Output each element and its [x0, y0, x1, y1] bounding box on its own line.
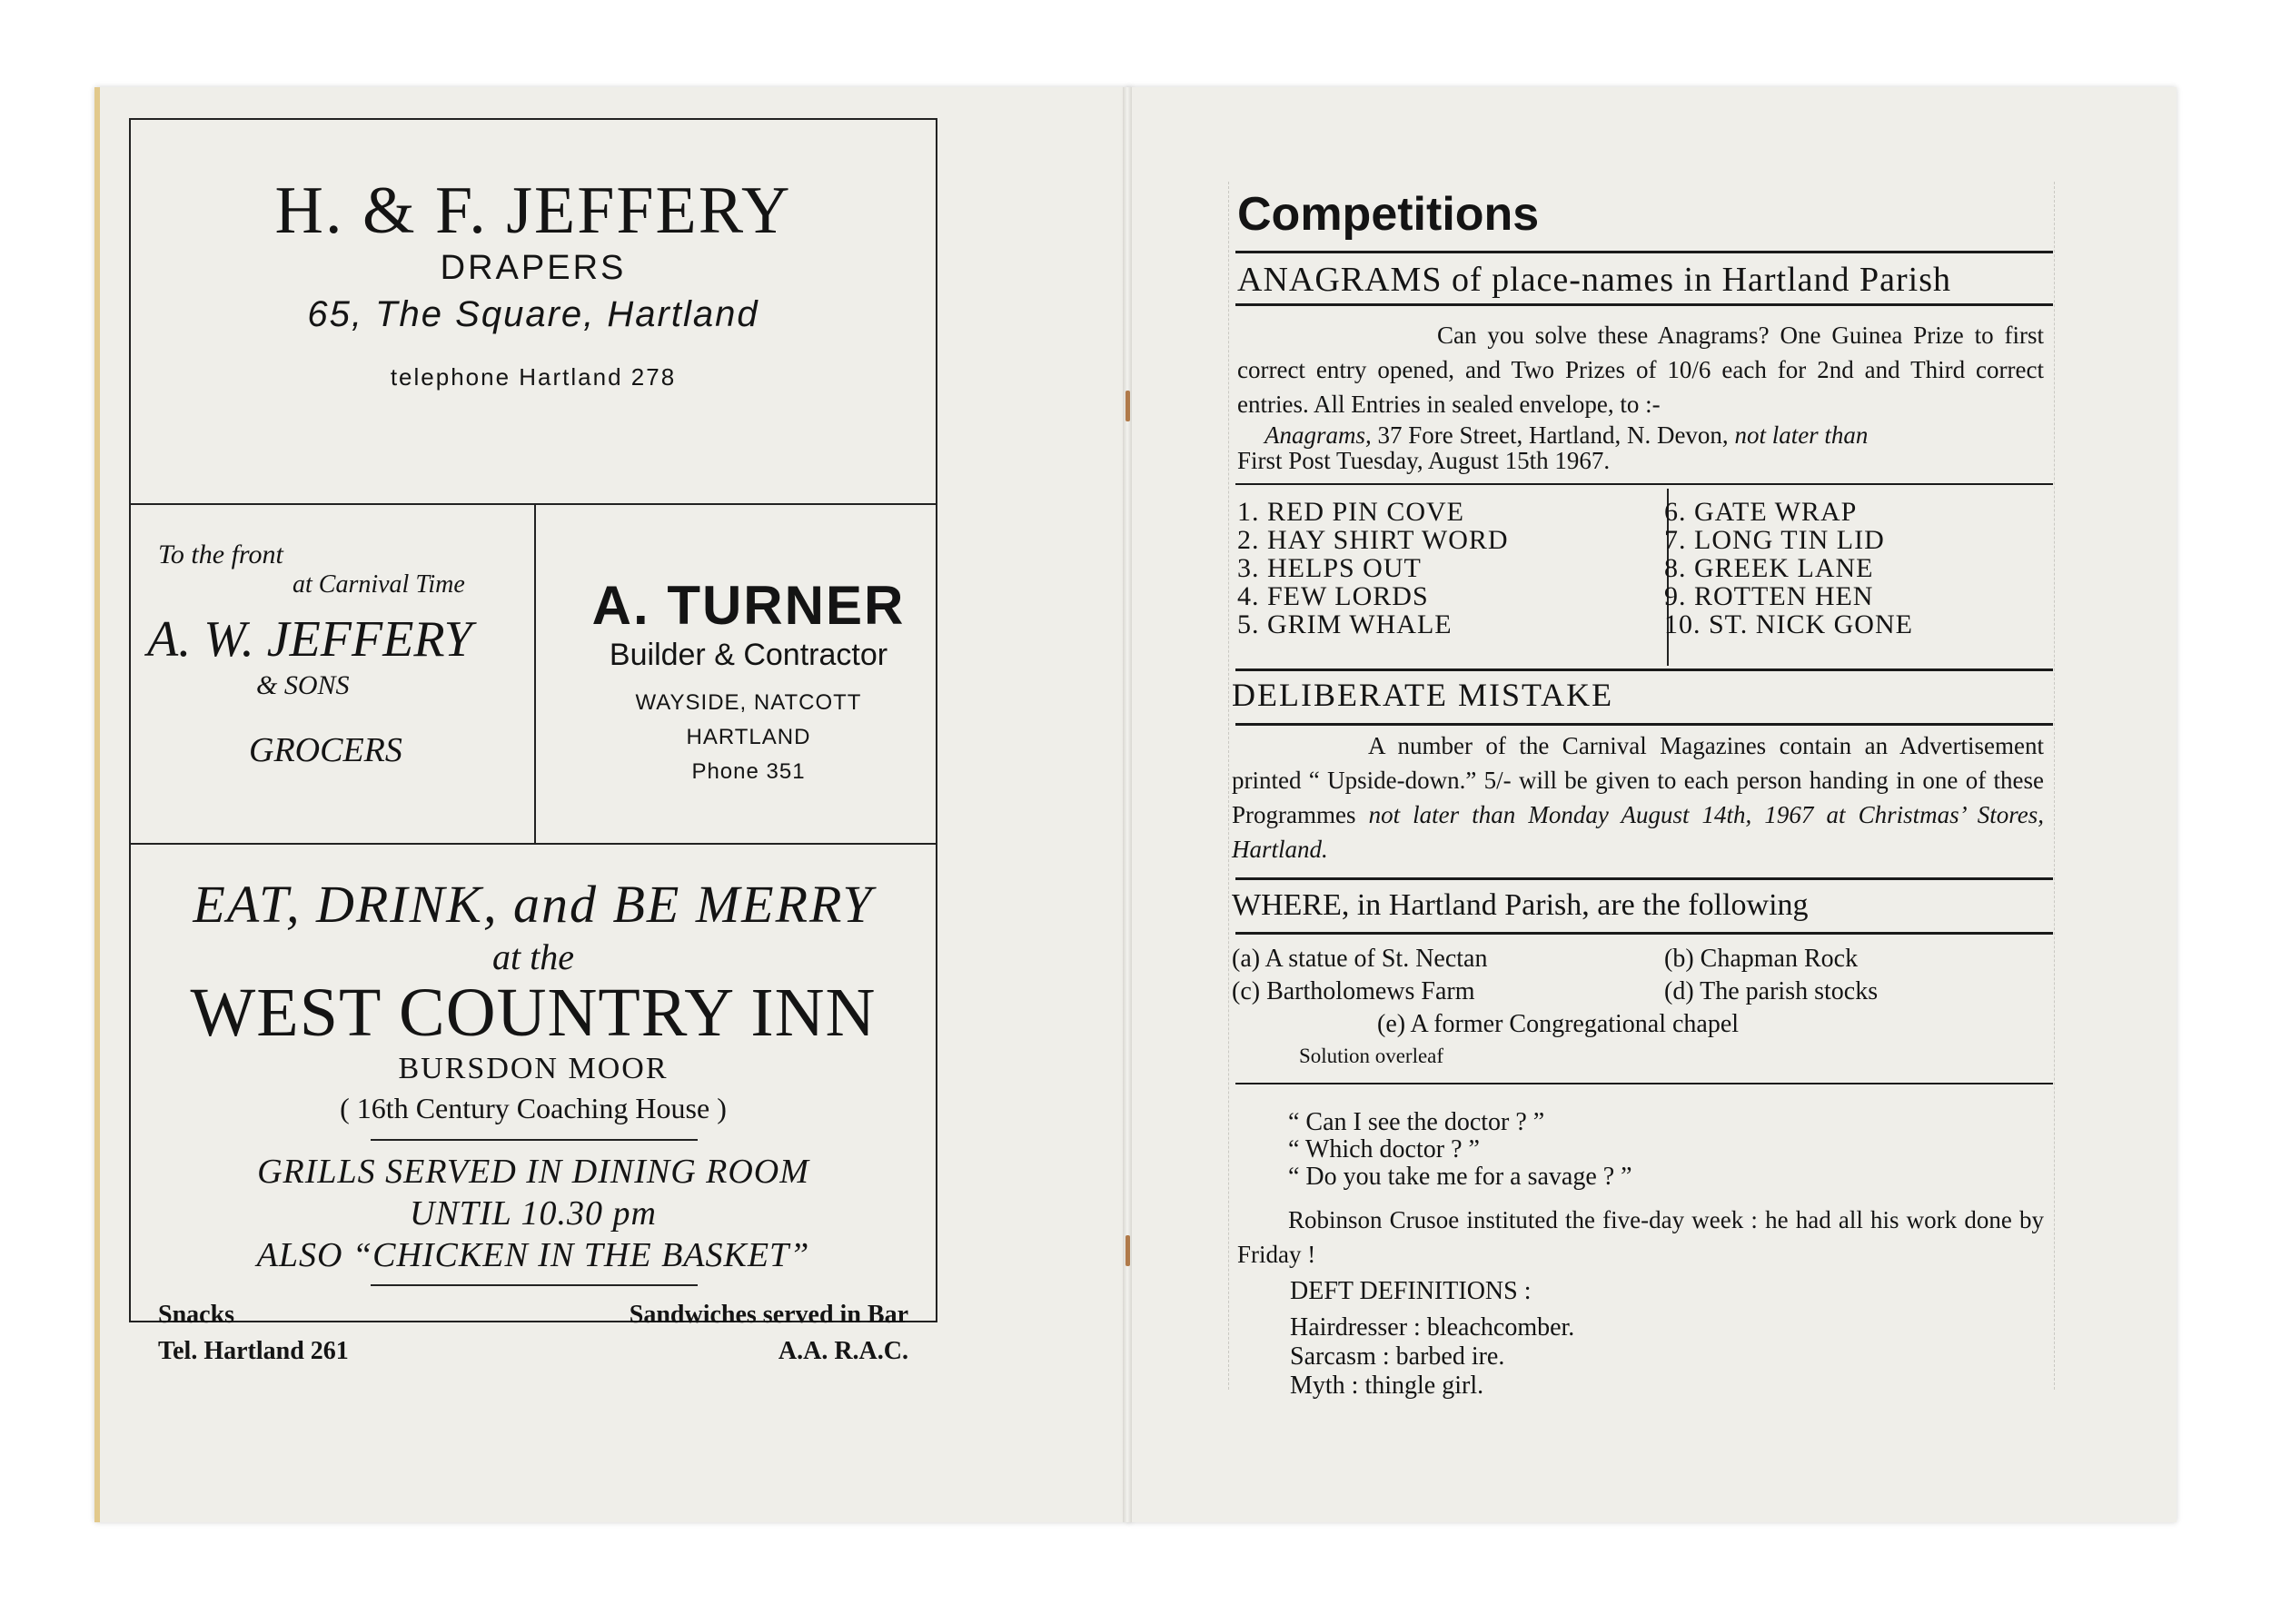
where-item-a: (a) A statue of St. Nectan [1232, 945, 1488, 973]
definition-1: Hairdresser : bleachcomber. [1290, 1313, 1575, 1342]
anagrams-intro: Can you solve these Anagrams? One Guinea Prize to first correct entry opened, and Two Prizes of 10/6 each for 2nd and Third correct entries. All Entries in sealed envelope, to :- [1237, 322, 2044, 418]
staple-top [1126, 391, 1130, 421]
inn-chicken: ALSO “CHICKEN IN THE BASKET” [256, 1236, 810, 1274]
booklet-spine [1123, 87, 1132, 1522]
anagrams-address-label: Anagrams, [1264, 421, 1372, 449]
anagram-item: 1. RED PIN COVE [1237, 497, 1465, 527]
turner-address-2: HARTLAND [686, 725, 811, 749]
inn-grills: GRILLS SERVED IN DINING ROOM [257, 1153, 809, 1191]
deft-definitions-heading: DEFT DEFINITIONS : [1290, 1277, 1532, 1305]
aw-jeffery-name: A. W. JEFFERY [147, 611, 472, 668]
anagram-list-right [1664, 498, 1913, 639]
inn-aa-rac: A.A. R.A.C. [778, 1337, 908, 1365]
turner-name: A. TURNER [591, 575, 906, 636]
inn-rule [371, 1139, 698, 1141]
anagrams-deadline-label: not later than [1734, 421, 1869, 449]
aw-jeffery-tagline-1: To the front [158, 540, 283, 569]
jeffery-drapers-address: 65, The Square, Hartland [307, 294, 759, 334]
section-rule [1235, 303, 2053, 306]
aw-jeffery-sons: & SONS [256, 670, 350, 700]
where-item-e: (e) A former Congregational chapel [1377, 1010, 1740, 1038]
aw-jeffery-tagline-2: at Carnival Time [293, 570, 465, 599]
ad-vertical-divider [534, 503, 536, 843]
section-rule [1235, 877, 2053, 880]
jeffery-drapers-trade: DRAPERS [440, 249, 627, 287]
anagram-item: 10. ST. NICK GONE [1664, 609, 1913, 639]
anagram-item: 7. LONG TIN LID [1664, 525, 1885, 555]
anagram-item: 8. GREEK LANE [1664, 553, 1874, 583]
anagram-list-left [1237, 498, 1509, 639]
where-heading: WHERE, in Hartland Parish, are the following [1232, 888, 1809, 922]
where-item-c: (c) Bartholomews Farm [1232, 977, 1475, 1005]
anagram-item: 3. HELPS OUT [1237, 553, 1422, 583]
inn-location: BURSDON MOOR [398, 1052, 669, 1085]
section-rule [1235, 932, 2053, 935]
anagram-item: 4. FEW LORDS [1237, 581, 1429, 611]
aw-jeffery-trade: GROCERS [249, 731, 402, 769]
crusoe-joke: Robinson Crusoe instituted the five-day week : he had all his work done by Friday ! [1237, 1206, 2044, 1268]
joke-line-1: “ Can I see the doctor ? ” [1288, 1108, 1545, 1136]
mistake-heading: DELIBERATE MISTAKE [1232, 677, 1614, 713]
mistake-text-deadline: not later than Monday August 14th, 1967 at Christmas’ Stores, Hartland. [1232, 801, 2044, 863]
inn-rule [371, 1284, 698, 1286]
anagrams-deadline: First Post Tuesday, August 15th 1967. [1237, 447, 1611, 474]
jeffery-drapers-phone: telephone Hartland 278 [390, 363, 677, 391]
section-rule [1235, 1083, 2053, 1084]
section-rule [1235, 251, 2053, 253]
turner-phone: Phone 351 [691, 759, 806, 784]
anagram-item: 2. HAY SHIRT WORD [1237, 525, 1509, 555]
section-rule [1235, 668, 2053, 671]
anagram-item: 9. ROTTEN HEN [1664, 581, 1874, 611]
advertisement-panel [129, 118, 937, 1365]
section-rule [1235, 483, 2053, 485]
joke-line-3: “ Do you take me for a savage ? ” [1288, 1163, 1632, 1191]
inn-at-the: at the [492, 936, 574, 977]
inn-hours: UNTIL 10.30 pm [410, 1194, 657, 1233]
mistake-text-main: A number of the Carnival Magazines contain an Advertisement printed “ Upside-down.” 5/- will be given to each person handing in one of these Programmes [1232, 732, 2044, 828]
inn-snacks: Snacks [158, 1301, 235, 1329]
ad-divider [131, 843, 936, 845]
inn-name: WEST COUNTRY INN [190, 975, 877, 1051]
definition-2: Sarcasm : barbed ire. [1290, 1342, 1505, 1371]
where-item-d: (d) The parish stocks [1664, 977, 1879, 1005]
turner-address-1: WAYSIDE, NATCOTT [635, 690, 862, 715]
staple-bottom [1126, 1235, 1130, 1266]
page-title: Competitions [1237, 188, 1540, 241]
inn-description: ( 16th Century Coaching House ) [340, 1092, 727, 1124]
section-rule [1235, 723, 2053, 726]
where-item-b: (b) Chapman Rock [1664, 945, 1859, 973]
ad-divider [131, 503, 936, 505]
anagram-item: 5. GRIM WHALE [1237, 609, 1453, 639]
inn-sandwiches: Sandwiches served in Bar [629, 1301, 908, 1329]
mistake-text [1232, 728, 2044, 866]
joke-line-2: “ Which doctor ? ” [1288, 1135, 1480, 1164]
solution-note: Solution overleaf [1299, 1045, 1444, 1067]
turner-trade: Builder & Contractor [609, 638, 888, 672]
inn-phone: Tel. Hartland 261 [158, 1337, 349, 1365]
jeffery-drapers-name: H. & F. JEFFERY [274, 173, 792, 248]
anagrams-address-street: 37 Fore Street, Hartland, N. Devon, [1371, 421, 1735, 449]
anagram-item: 6. GATE WRAP [1664, 497, 1858, 527]
inn-headline: EAT, DRINK, and BE MERRY [193, 875, 874, 934]
definition-3: Myth : thingle girl. [1290, 1371, 1484, 1400]
anagrams-heading: ANAGRAMS of place-names in Hartland Parish [1237, 261, 1952, 299]
